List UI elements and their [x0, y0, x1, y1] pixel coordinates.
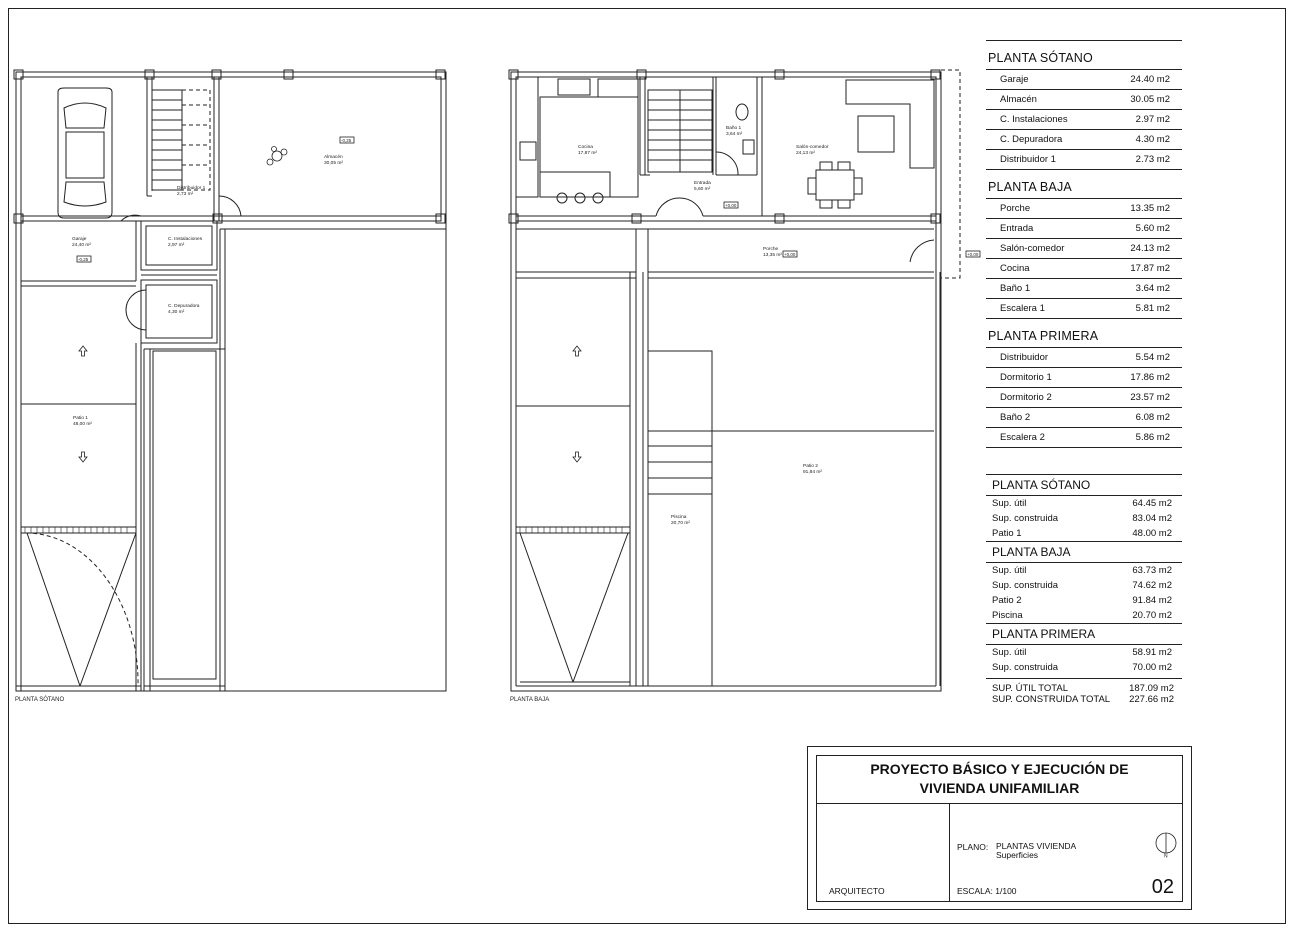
plano-value: [996, 842, 1076, 860]
row-name: Sup. útil: [992, 498, 1027, 509]
row-name: Dormitorio 2: [1000, 392, 1052, 403]
row-value: 2.97 m2: [1135, 114, 1170, 125]
table-row: [986, 219, 1182, 239]
plan-sotano: [14, 70, 446, 691]
row-name: Patio 2: [992, 595, 1022, 606]
room-area: 17,87 m²: [578, 151, 597, 156]
section-title: PLANTA BAJA: [986, 541, 1182, 563]
row-name: Entrada: [1000, 223, 1034, 234]
row-value: 5.60 m2: [1135, 223, 1170, 234]
table-row: [986, 348, 1182, 368]
table-row: [986, 368, 1182, 388]
table-row: [986, 660, 1182, 678]
row-value: 5.54 m2: [1135, 352, 1170, 363]
table-row: [986, 608, 1182, 623]
total-value: 227.66 m2: [1129, 694, 1174, 705]
project-title: [817, 756, 1182, 804]
row-name: Sup. construida: [992, 662, 1059, 673]
room-area: 2,73 m²: [177, 192, 194, 197]
row-value: 30.05 m2: [1130, 94, 1170, 105]
level-tag: -0,25: [341, 138, 352, 143]
plano-line: PLANTAS VIVIENDA: [996, 841, 1077, 851]
surfaces-table: [986, 40, 1182, 448]
row-value: 58.91 m2: [1132, 647, 1172, 658]
level-tag: +0,00: [725, 203, 737, 208]
total-value: 187.09 m2: [1129, 683, 1174, 694]
section-title: PLANTA PRIMERA: [986, 319, 1182, 348]
room-area: 13,35 m²: [763, 253, 782, 258]
row-value: 20.70 m2: [1132, 610, 1172, 621]
level-tag: +0,00: [967, 252, 979, 257]
room-name: Distribuidor 1: [177, 186, 206, 191]
row-value: 48.00 m2: [1132, 528, 1172, 539]
row-name: Baño 2: [1000, 412, 1031, 423]
sheet-number: 02: [1151, 876, 1174, 898]
room-name: Piscina: [671, 515, 687, 520]
row-value: 24.40 m2: [1130, 74, 1170, 85]
row-name: C. Instalaciones: [1000, 114, 1068, 125]
row-name: Distribuidor: [1000, 352, 1049, 363]
row-name: Sup. construida: [992, 513, 1059, 524]
table-row: [986, 239, 1182, 259]
row-name: Baño 1: [1000, 283, 1031, 294]
row-value: 17.87 m2: [1130, 263, 1170, 274]
section-title: PLANTA SÓTANO: [986, 474, 1182, 496]
table-row: [986, 279, 1182, 299]
north-arrow-icon: [1155, 832, 1177, 858]
row-name: Escalera 2: [1000, 432, 1045, 443]
room-area: 24,40 m²: [72, 243, 91, 248]
table-row: [986, 299, 1182, 319]
plant-icon: [267, 147, 287, 166]
arrow-up-icon: [573, 346, 581, 356]
row-value: 2.73 m2: [1135, 154, 1170, 165]
row-name: Dormitorio 1: [1000, 372, 1052, 383]
plano-label: PLANO:: [957, 842, 989, 852]
row-name: Piscina: [992, 610, 1023, 621]
table-row: [986, 90, 1182, 110]
table-row: [986, 511, 1182, 526]
room-area: 24,13 m²: [796, 151, 815, 156]
level-tag: -0,25: [78, 257, 89, 262]
row-name: Distribuidor 1: [1000, 154, 1056, 165]
room-area: 48,00 m²: [73, 422, 92, 427]
table-row: [986, 388, 1182, 408]
row-value: 23.57 m2: [1130, 392, 1170, 403]
total-name: SUP. ÚTIL TOTAL: [992, 683, 1069, 694]
row-value: 5.81 m2: [1135, 303, 1170, 314]
row-value: 74.62 m2: [1132, 580, 1172, 591]
room-name: Almacén: [324, 155, 343, 160]
row-name: C. Depuradora: [1000, 134, 1063, 145]
plano-line: Superficies: [996, 850, 1039, 860]
room-name: C. Instalaciones: [168, 237, 203, 242]
row-name: Almacén: [1000, 94, 1037, 105]
north-letter: N: [1164, 853, 1168, 858]
totals: [986, 678, 1182, 705]
scale-label: ESCALA: 1/100: [957, 886, 1017, 896]
plan-caption: PLANTA SÓTANO: [15, 697, 65, 703]
row-value: 5.86 m2: [1135, 432, 1170, 443]
plan-baja: [509, 70, 960, 691]
total-name: SUP. CONSTRUIDA TOTAL: [992, 694, 1111, 705]
table-row: [986, 408, 1182, 428]
row-value: 3.64 m2: [1135, 283, 1170, 294]
room-name: Porche: [763, 247, 779, 252]
room-name: Garaje: [72, 237, 87, 242]
room-area: 5,60 m²: [694, 187, 711, 192]
room-area: 4,30 m²: [168, 310, 185, 315]
table-row: [986, 150, 1182, 170]
row-value: 70.00 m2: [1132, 662, 1172, 673]
room-name: Cocina: [578, 145, 593, 150]
room-area: 2,97 m²: [168, 243, 185, 248]
plan-caption: PLANTA BAJA: [510, 697, 550, 703]
row-value: 83.04 m2: [1132, 513, 1172, 524]
arrow-up-icon: [79, 346, 87, 356]
row-name: Sup. construida: [992, 580, 1059, 591]
room-name: Entrada: [694, 181, 711, 186]
section-title: PLANTA SÓTANO: [986, 40, 1182, 70]
room-area: 20,70 m²: [671, 521, 690, 526]
table-row: [986, 259, 1182, 279]
row-name: Patio 1: [992, 528, 1022, 539]
row-value: 4.30 m2: [1135, 134, 1170, 145]
summary-table: [986, 474, 1182, 705]
room-name: Baño 1: [726, 126, 742, 131]
row-name: Porche: [1000, 203, 1031, 214]
room-area: 3,64 m²: [726, 132, 743, 137]
table-row: [986, 130, 1182, 150]
room-name: Patio 2: [803, 464, 818, 469]
table-row: [986, 578, 1182, 593]
project-title-line: VIVIENDA UNIFAMILIAR: [919, 780, 1080, 796]
room-area: 30,05 m²: [324, 161, 343, 166]
row-value: 64.45 m2: [1132, 498, 1172, 509]
row-value: 63.73 m2: [1132, 565, 1172, 576]
row-name: Salón-comedor: [1000, 243, 1065, 254]
level-tag: +0,00: [784, 252, 796, 257]
row-name: Escalera 1: [1000, 303, 1045, 314]
row-name: Sup. útil: [992, 647, 1027, 658]
section-title: PLANTA PRIMERA: [986, 623, 1182, 645]
row-name: Garaje: [1000, 74, 1029, 85]
row-name: Cocina: [1000, 263, 1030, 274]
section-title: PLANTA BAJA: [986, 170, 1182, 199]
project-title-line: PROYECTO BÁSICO Y EJECUCIÓN DE: [870, 761, 1129, 777]
table-row: [986, 526, 1182, 541]
table-row: [986, 496, 1182, 511]
table-row: [986, 70, 1182, 90]
row-value: 13.35 m2: [1130, 203, 1170, 214]
table-row: [986, 199, 1182, 219]
room-area: 91,84 m²: [803, 470, 822, 475]
arrow-down-icon: [79, 452, 87, 462]
row-name: Sup. útil: [992, 565, 1027, 576]
room-name: Patio 1: [73, 416, 88, 421]
title-block-inner: [816, 755, 1183, 902]
room-name: Salón-comedor: [796, 145, 829, 150]
table-row: [986, 110, 1182, 130]
architect-label: ARQUITECTO: [829, 886, 885, 896]
row-value: 24.13 m2: [1130, 243, 1170, 254]
room-name: C. Depuradora: [168, 304, 200, 309]
arrow-down-icon: [573, 452, 581, 462]
row-value: 91.84 m2: [1132, 595, 1172, 606]
row-value: 6.08 m2: [1135, 412, 1170, 423]
row-value: 17.86 m2: [1130, 372, 1170, 383]
title-block: [807, 746, 1192, 910]
table-row: [986, 428, 1182, 448]
table-row: [986, 563, 1182, 578]
table-row: [986, 593, 1182, 608]
table-row: [986, 645, 1182, 660]
divider: [949, 804, 950, 901]
